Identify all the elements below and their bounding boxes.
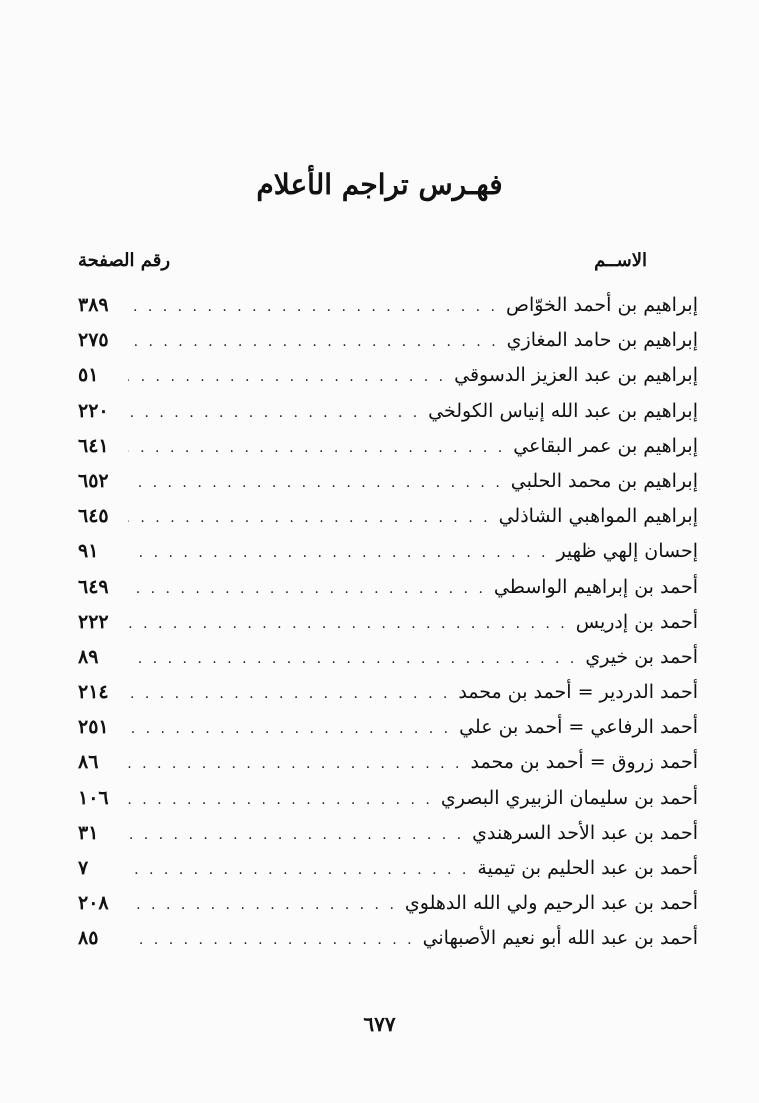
index-entry — [78, 364, 698, 399]
dot-leader — [128, 792, 433, 808]
dot-leader — [128, 369, 446, 385]
dot-leader — [128, 475, 503, 491]
index-entry — [78, 400, 698, 435]
dot-leader — [128, 932, 415, 948]
index-entry — [78, 787, 698, 822]
dot-leader — [128, 299, 498, 315]
entry-page: ٢٠٨ — [78, 892, 109, 915]
entry-name: إبراهيم بن أحمد الخوّاص — [506, 294, 698, 316]
dot-leader — [128, 581, 486, 597]
entry-name: إبراهيم بن حامد المغازي — [506, 329, 698, 352]
column-header-name: الاســم — [594, 250, 647, 271]
dot-leader — [128, 897, 397, 913]
dot-leader — [128, 405, 420, 421]
index-entry — [78, 681, 698, 716]
dot-leader — [128, 721, 451, 737]
index-entry — [78, 294, 698, 329]
page-number: ٦٧٧ — [363, 1012, 396, 1036]
index-entry — [78, 470, 698, 505]
entry-page: ٣١ — [78, 821, 99, 844]
entry-name: أحمد بن عبد الحليم بن تيمية — [477, 857, 698, 879]
page-title: فهـرس تراجم الأعلام — [256, 168, 503, 201]
entry-page: ٦٤٥ — [78, 505, 109, 528]
entry-page: ٢٧٥ — [78, 329, 109, 352]
entry-name: أحمد زروق = أحمد بن محمد — [470, 751, 698, 774]
entry-page: ٣٨٩ — [78, 294, 109, 316]
index-entry — [78, 892, 698, 927]
dot-leader — [128, 651, 577, 667]
index-entry — [78, 576, 698, 611]
index-entry — [78, 857, 698, 892]
entry-name: أحمد بن إبراهيم الواسطي — [493, 575, 698, 598]
entry-name: أحمد بن عبد الله أبو نعيم الأصبهاني — [422, 927, 698, 950]
entry-page: ٧ — [78, 857, 89, 879]
index-entry — [78, 540, 698, 575]
entry-name: أحمد بن عبد الرحيم ولي الله الدهلوي — [404, 892, 698, 915]
entry-page: ٢١٤ — [78, 681, 109, 704]
entry-page: ٦٤١ — [78, 434, 109, 457]
index-entry — [78, 435, 698, 470]
index-entry — [78, 716, 698, 751]
dot-leader — [128, 827, 464, 843]
entry-page: ٦٥٢ — [78, 469, 109, 492]
dot-leader — [128, 686, 450, 702]
entry-page: ٨٥ — [78, 927, 99, 950]
entry-name: إبراهيم بن محمد الحلبي — [510, 469, 698, 492]
entry-name: أحمد الرفاعي = أحمد بن علي — [459, 716, 698, 739]
index-entry — [78, 505, 698, 540]
index-entry — [78, 822, 698, 857]
entry-name: أحمد بن خيري — [585, 645, 698, 668]
entry-page: ٦٤٩ — [78, 575, 109, 598]
dot-leader — [128, 334, 499, 350]
index-entries — [78, 294, 698, 963]
dot-leader — [128, 862, 469, 878]
index-entry — [78, 329, 698, 364]
entry-name: إبراهيم المواهبي الشاذلي — [498, 505, 698, 528]
dot-leader — [128, 545, 548, 561]
entry-page: ١٠٦ — [78, 786, 109, 809]
entry-page: ٨٩ — [78, 645, 99, 668]
entry-name: إبراهيم بن عمر البقاعي — [513, 434, 698, 457]
entry-page: ٩١ — [78, 540, 99, 563]
entry-name: إبراهيم بن عبد الله إنياس الكولخي — [428, 399, 698, 422]
index-entry — [78, 927, 698, 962]
entry-page: ٥١ — [78, 364, 99, 387]
index-entry — [78, 751, 698, 786]
entry-page: ٢٢٢ — [78, 610, 109, 633]
entry-name: أحمد بن سليمان الزبيري البصري — [440, 786, 698, 809]
entry-name: إبراهيم بن عبد العزيز الدسوقي — [454, 364, 698, 387]
entry-page: ٨٦ — [78, 751, 99, 774]
dot-leader — [128, 756, 463, 772]
entry-name: إحسان إلهي ظهير — [556, 540, 698, 563]
index-entry — [78, 646, 698, 681]
dot-leader — [128, 616, 568, 632]
entry-page: ٢٥١ — [78, 716, 109, 739]
entry-name: أحمد الدردير = أحمد بن محمد — [458, 681, 698, 704]
dot-leader — [128, 510, 491, 526]
entry-page: ٢٢٠ — [78, 399, 109, 422]
entry-name: أحمد بن إدريس — [575, 610, 698, 633]
index-entry — [78, 611, 698, 646]
entry-name: أحمد بن عبد الأحد السرهندي — [472, 821, 698, 844]
dot-leader — [128, 440, 505, 456]
column-header-page: رقم الصفحة — [78, 250, 171, 271]
